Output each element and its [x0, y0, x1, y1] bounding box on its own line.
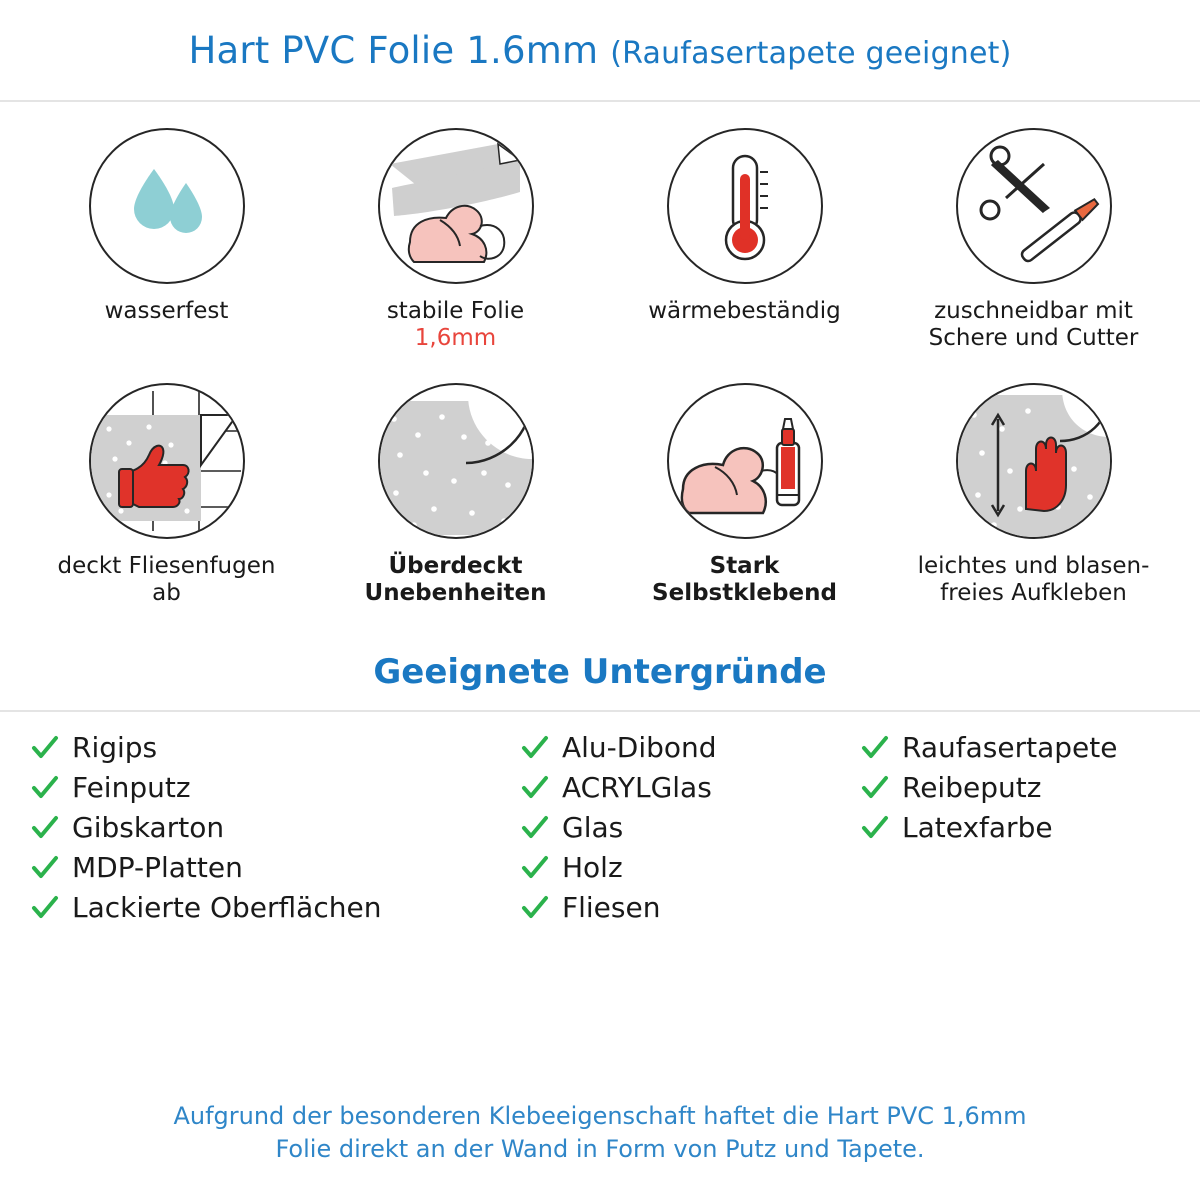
check-icon	[30, 893, 60, 923]
feature-fliesenfugen	[22, 383, 311, 638]
scissors-cutter-icon	[956, 128, 1112, 284]
list-item-label: Raufasertapete	[902, 731, 1118, 764]
list-item	[520, 850, 860, 885]
check-icon	[520, 853, 550, 883]
foil-peel-icon	[378, 383, 534, 539]
header	[0, 0, 1200, 102]
feature-caption: zuschneidbar mit Schere und Cutter	[928, 298, 1139, 352]
list-item-label: Reibeputz	[902, 771, 1042, 804]
page-title-sub: (Raufasertapete geeignet)	[610, 35, 1012, 71]
list-item-label: Gibskarton	[72, 811, 225, 844]
footer-note-line1: Aufgrund der besonderen Klebeeigenschaft haftet die Hart PVC 1,6mm	[173, 1101, 1027, 1130]
check-icon	[520, 773, 550, 803]
check-icon	[860, 773, 890, 803]
substrates-list	[0, 712, 1200, 925]
water-drops-icon	[89, 128, 245, 284]
feature-caption: Stark Selbstklebend	[652, 553, 837, 607]
substrates-column-2	[520, 730, 860, 925]
list-item-label: MDP-Platten	[72, 851, 243, 884]
check-icon	[520, 733, 550, 763]
arm-glue-icon	[667, 383, 823, 539]
list-item	[860, 770, 1200, 805]
feature-ueberdeckt	[311, 383, 600, 638]
footer-note	[0, 1100, 1200, 1166]
feature-stabile-folie	[311, 128, 600, 383]
feature-wasserfest	[22, 128, 311, 383]
feature-caption-line1: stabile Folie	[386, 298, 525, 324]
footer-note-line2: Folie direkt an der Wand in Form von Putz und Tapete.	[275, 1134, 925, 1163]
feature-caption: wärmebeständig	[648, 298, 841, 324]
thumb-up-tiles-icon	[89, 383, 245, 539]
feature-grid	[0, 102, 1200, 638]
list-item-label: Fliesen	[562, 891, 661, 924]
list-item	[30, 850, 520, 885]
feature-aufkleben	[889, 383, 1178, 638]
strong-arm-foil-icon	[378, 128, 534, 284]
list-item	[860, 810, 1200, 845]
check-icon	[30, 733, 60, 763]
feature-caption: wasserfest	[104, 298, 229, 324]
page-title-main: Hart PVC Folie 1.6mm	[188, 28, 599, 72]
feature-caption-thickness: 1,6mm	[414, 325, 497, 352]
list-item-label: Feinputz	[72, 771, 191, 804]
list-item	[860, 730, 1200, 765]
list-item	[520, 810, 860, 845]
substrates-column-1	[30, 730, 520, 925]
list-item	[520, 730, 860, 765]
list-item	[520, 890, 860, 925]
page-title	[188, 29, 1011, 72]
list-item-label: Holz	[562, 851, 623, 884]
feature-waermebestaendig	[600, 128, 889, 383]
list-item	[30, 770, 520, 805]
list-item-label: Lackierte Oberflächen	[72, 891, 382, 924]
feature-selbstklebend	[600, 383, 889, 638]
feature-caption: Überdeckt Unebenheiten	[364, 553, 547, 607]
feature-caption	[387, 298, 524, 352]
section-title: Geeignete Untergründe	[373, 652, 827, 692]
list-item-label: ACRYLGlas	[562, 771, 712, 804]
list-item	[520, 770, 860, 805]
list-item	[30, 890, 520, 925]
list-item-label: Latexfarbe	[902, 811, 1053, 844]
feature-caption: deckt Fliesenfugen ab	[57, 553, 276, 607]
list-item	[30, 810, 520, 845]
check-icon	[520, 893, 550, 923]
list-item	[30, 730, 520, 765]
check-icon	[30, 773, 60, 803]
check-icon	[30, 813, 60, 843]
check-icon	[860, 733, 890, 763]
feature-zuschneidbar	[889, 128, 1178, 383]
check-icon	[520, 813, 550, 843]
list-item-label: Alu-Dibond	[562, 731, 717, 764]
check-icon	[30, 853, 60, 883]
hand-smoothing-icon	[956, 383, 1112, 539]
feature-caption: leichtes und blasen- freies Aufkleben	[917, 553, 1150, 607]
check-icon	[860, 813, 890, 843]
substrates-column-3	[860, 730, 1200, 925]
list-item-label: Rigips	[72, 731, 158, 764]
list-item-label: Glas	[562, 811, 624, 844]
thermometer-icon	[667, 128, 823, 284]
